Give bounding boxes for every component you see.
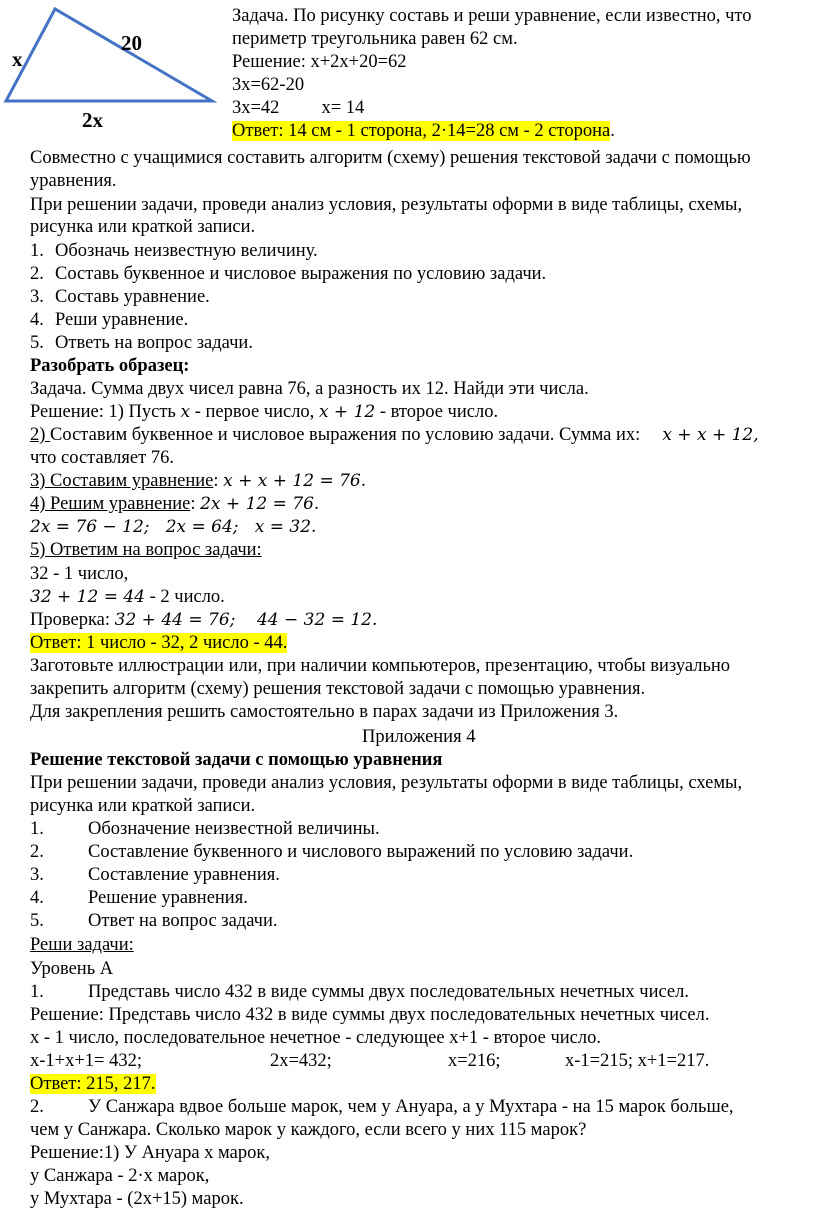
task-1-solution: Решение: Представь число 432 в виде суммы двух последовательных нечетных чисел.: [30, 1005, 710, 1025]
task-1: 1. Представь число 432 в виде суммы двух последовательных нечетных чисел.: [30, 982, 689, 1002]
level-label: Уровень А: [30, 959, 114, 979]
sample-step4-calc: 2x = 76 − 12; 2x = 64; x = 32.: [30, 517, 317, 537]
task-1-eq1: x-1+x+1= 432;: [30, 1051, 142, 1071]
appendix-title: Приложения 4: [362, 727, 476, 747]
step1-item: 1. Обозначь неизвестную величину.: [30, 241, 318, 261]
sample-step1: Решение: 1) Пусть x - первое число, x + 12 - второе число.: [30, 402, 499, 422]
prep-line1: Заготовьте иллюстрации или, при наличии компьютеров, презентацию, чтобы визуально: [30, 656, 731, 676]
task-2: 2. У Санжара вдвое больше марок, чем у Ануара, а у Мухтара - на 15 марок больше,: [30, 1097, 734, 1117]
intro-line2: уравнения.: [30, 171, 117, 191]
sample-step2-cont: что составляет 76.: [30, 448, 174, 468]
appendix-para-line1: При решении задачи, проведи анализ условия, результаты оформи в виде таблицы, схемы,: [30, 773, 743, 793]
appendix-step5: 5. Ответ на вопрос задачи.: [30, 911, 278, 931]
sample-step3: 3) Составим уравнение: x + x + 12 = 76.: [30, 471, 367, 491]
task-2-solution3: у Мухтара - (2x+15) марок.: [30, 1189, 244, 1209]
task1-answer: Ответ: 14 см - 1 сторона, 2·14=28 см - 2 сторона.: [232, 121, 615, 141]
appendix-step2: 2. Составление буквенного и числового выражений по условию задачи.: [30, 842, 634, 862]
intro-line3: При решении задачи, проведи анализ условия, результаты оформи в виде таблицы, схемы,: [30, 195, 743, 215]
appendix-step1: 1. Обозначение неизвестной величины.: [30, 819, 380, 839]
prep-line2: закрепить алгоритм (схему) решения текстовой задачи с помощью уравнения.: [30, 679, 646, 699]
solve-heading: Реши задачи:: [30, 935, 134, 955]
step4-item: 4. Реши уравнение.: [30, 310, 189, 330]
sample-check: Проверка: 32 + 44 = 76; 44 − 32 = 12.: [30, 610, 378, 630]
task1-eq-b: x= 14: [321, 98, 365, 118]
step5-item: 5. Ответь на вопрос задачи.: [30, 333, 253, 353]
task1-line1: Задача. По рисунку составь и реши уравнение, если известно, что: [232, 6, 752, 26]
task-2-line2: чем у Санжара. Сколько марок у каждого, если всего у них 115 марок?: [30, 1120, 587, 1140]
sample-answer: Ответ: 1 число - 32, 2 число - 44.: [30, 633, 288, 653]
step3-item: 3. Составь уравнение.: [30, 287, 210, 307]
sample-step2: 2) Составим буквенное и числовое выражения по условию задачи. Сумма их: x + x + 12,: [30, 425, 759, 445]
sample-step4: 4) Решим уравнение: 2x + 12 = 76.: [30, 494, 320, 514]
sample-heading: Разобрать образец:: [30, 356, 190, 376]
task1-line4: 3x=62-20: [232, 75, 305, 95]
task1-line3: Решение: x+2x+20=62: [232, 52, 407, 72]
task-1-equations: [30, 1050, 709, 1073]
task-1-eq2: 2x=432;: [270, 1051, 332, 1071]
sample-step5-line2: 32 + 12 = 44 - 2 число.: [30, 587, 225, 607]
appendix-heading: Решение текстовой задачи с помощью уравнения: [30, 750, 443, 770]
sample-task: Задача. Сумма двух чисел равна 76, а разность их 12. Найди эти числа.: [30, 379, 589, 399]
task1-line2: периметр треугольника равен 62 см.: [232, 29, 518, 49]
prep-line3: Для закрепления решить самостоятельно в парах задачи из Приложения 3.: [30, 702, 619, 722]
task-2-solution2: у Санжара - 2·x марок,: [30, 1166, 210, 1186]
task1-line5: [232, 97, 364, 120]
task-1-eq3: x=216;: [448, 1051, 501, 1071]
sample-step5: 5) Ответим на вопрос задачи:: [30, 540, 262, 560]
intro-line4: рисунка или краткой записи.: [30, 217, 256, 237]
triangle-figure: [0, 0, 230, 140]
label-side-2x: 2x: [82, 108, 103, 132]
label-side-x: x: [12, 47, 23, 71]
sample-step5-line1: 32 - 1 число,: [30, 564, 129, 584]
task-2-solution1: Решение:1) У Ануара x марок,: [30, 1143, 270, 1163]
appendix-para-line2: рисунка или краткой записи.: [30, 796, 256, 816]
task-1-line2: x - 1 число, последовательное нечетное - следующее x+1 - второе число.: [30, 1028, 601, 1048]
label-side-20: 20: [121, 31, 142, 55]
task-1-eq4: x-1=215; x+1=217.: [565, 1051, 710, 1071]
triangle-shape: [6, 9, 212, 101]
task1-eq-a: 3x=42: [232, 98, 280, 118]
task-1-answer: Ответ: 215, 217.: [30, 1074, 156, 1094]
intro-line1: Совместно с учащимися составить алгоритм (схему) решения текстовой задачи с помощью: [30, 148, 751, 168]
step2-item: 2. Составь буквенное и числовое выражения по условию задачи.: [30, 264, 547, 284]
appendix-step4: 4. Решение уравнения.: [30, 888, 248, 908]
appendix-step3: 3. Составление уравнения.: [30, 865, 280, 885]
